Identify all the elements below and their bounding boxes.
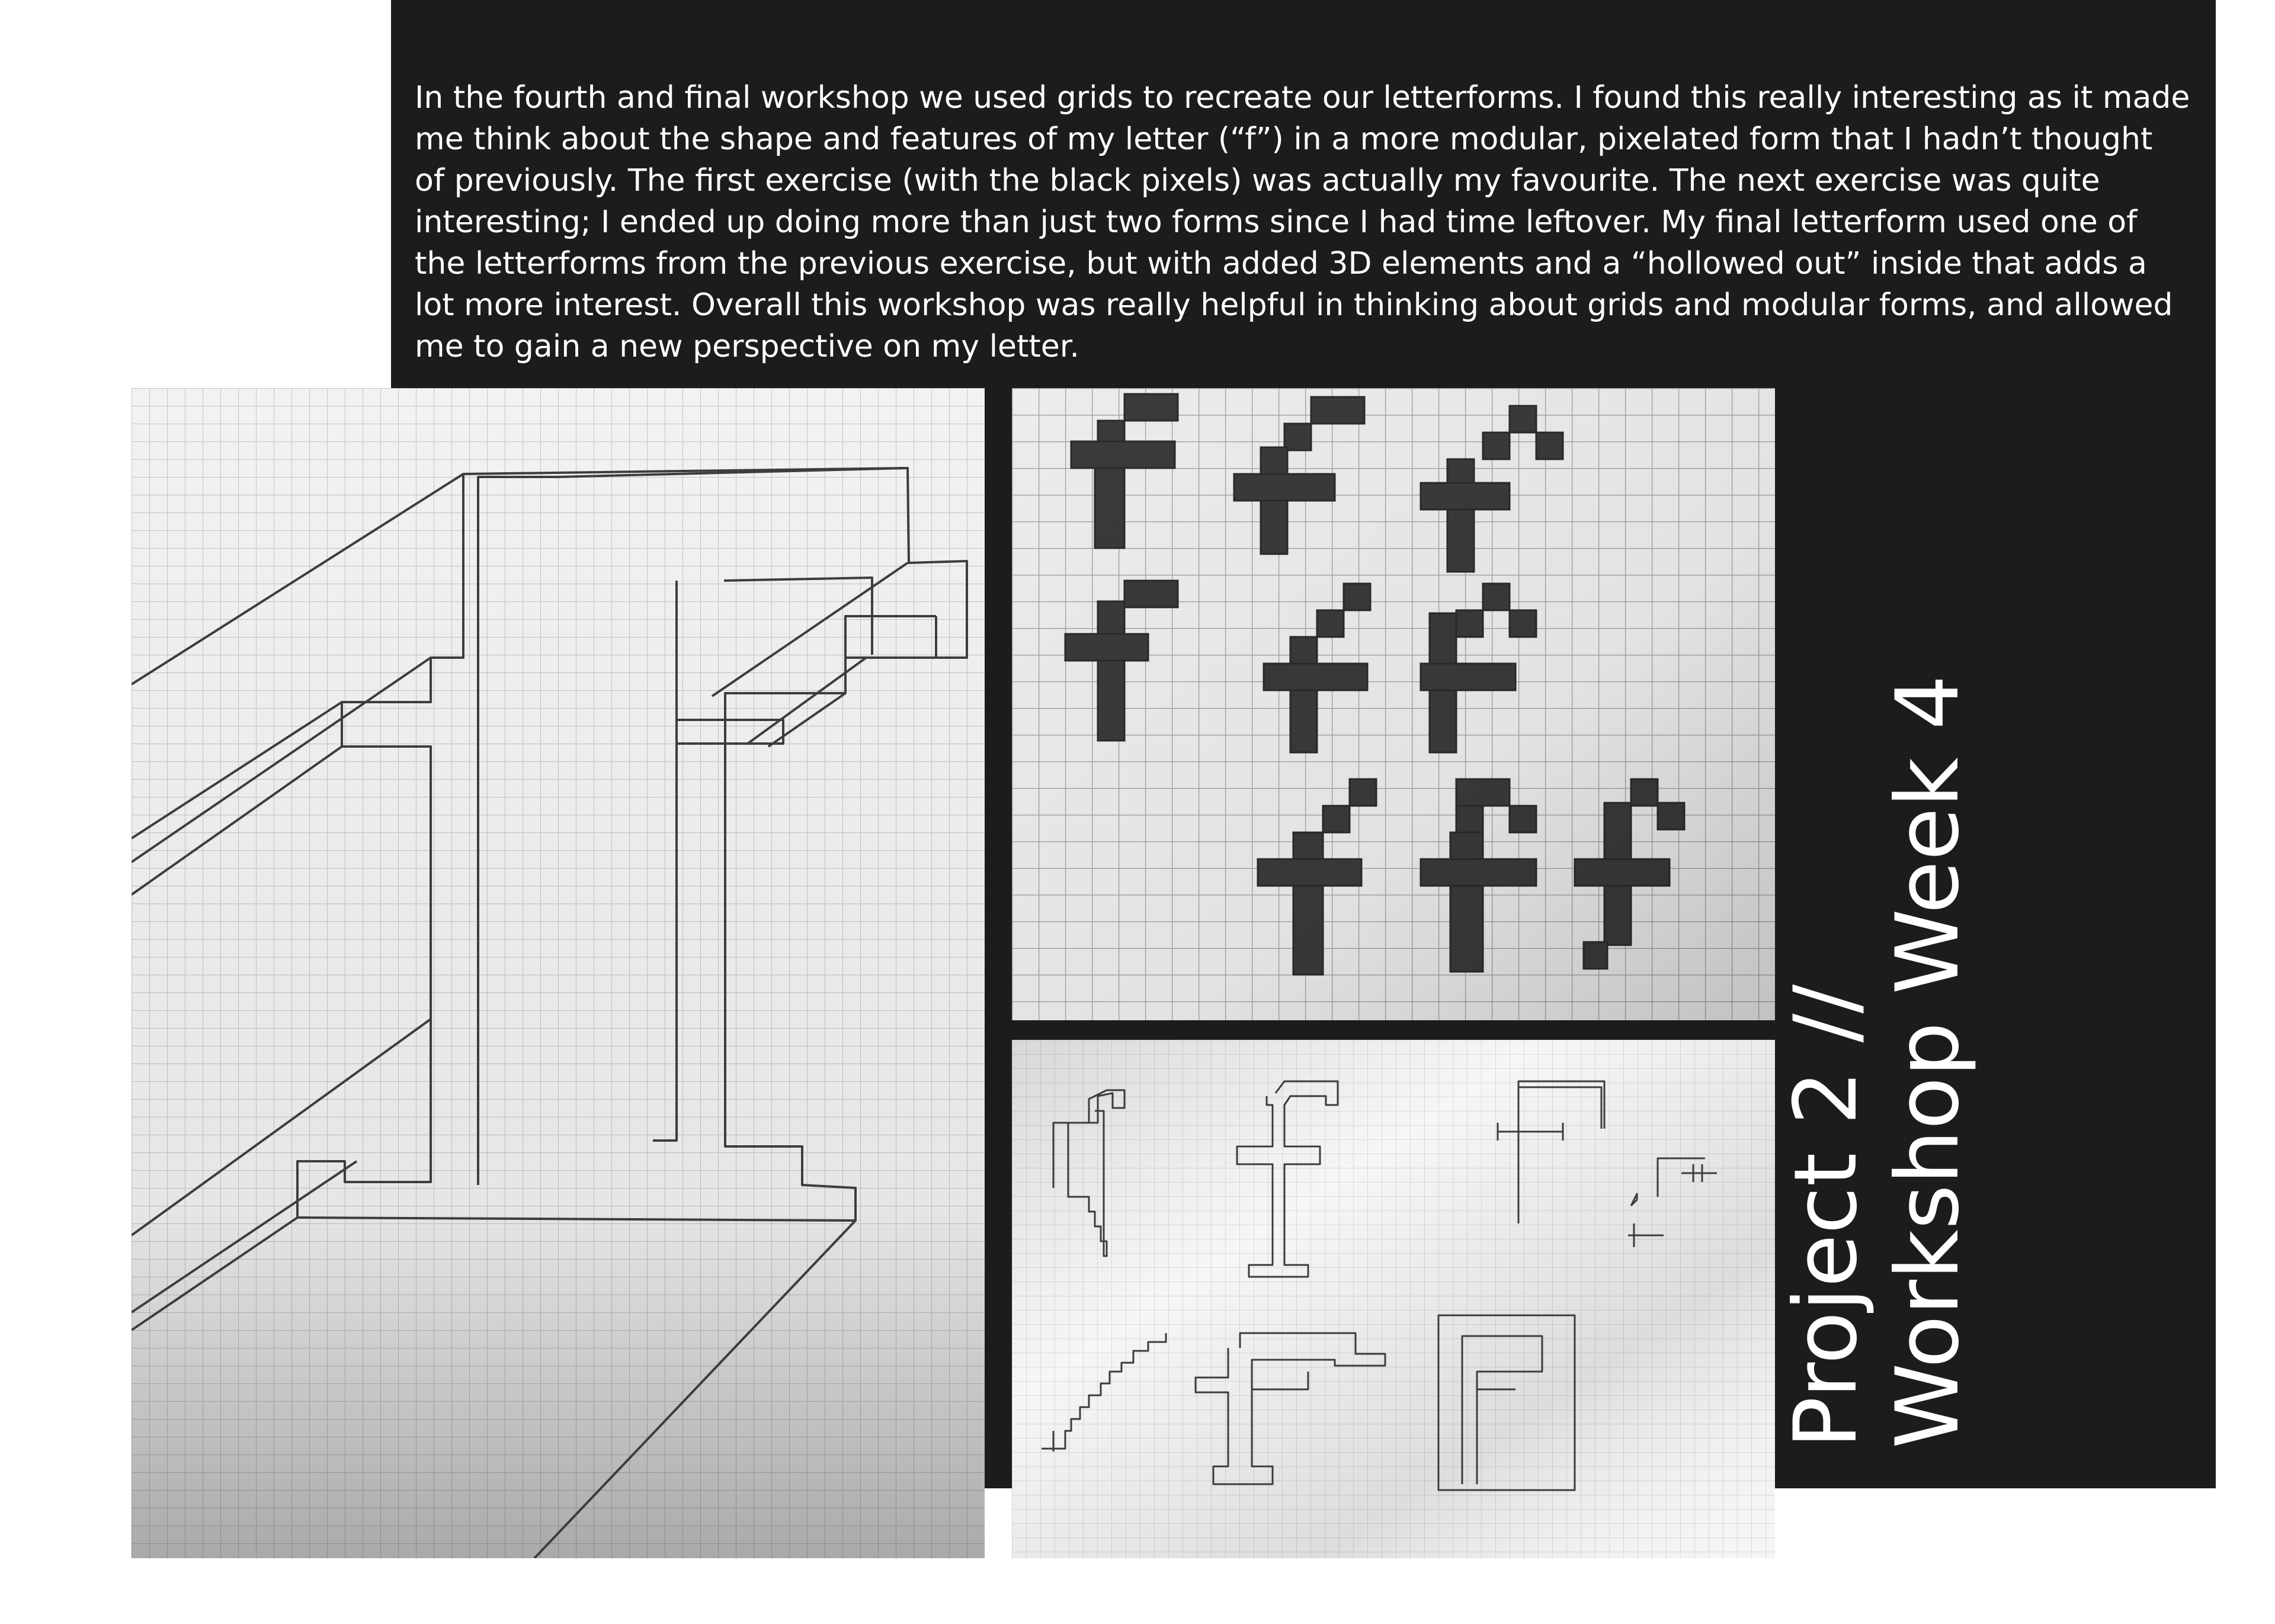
workshop-description: In the fourth and final workshop we used grids to recreate our letterforms. I found this really interesting as it made me think about the shape and features of my letter (“f”) in a more modular, pixelated form that I hadn’t thought of previously. The first exercise (with the black pixels) was actually my favourite. The next exercise was quite interesting; I ended up doing more than just two forms since I had time leftover. My final letterform used one of the letterforms from the previous exercise, but with added 3D elements and a “hollowed out” inside that adds a lot more interest. Overall this workshop was really helpful in thinking about grids and modular forms, and allowed me to gain a new perspective on my letter. bbox=[415, 80, 2190, 364]
photo-pixel-letterforms bbox=[1012, 388, 1775, 1020]
photo-outline-letterforms bbox=[1012, 1040, 1775, 1558]
title-line-workshop: Workshop Week 4 bbox=[1877, 674, 1978, 1449]
vertical-title bbox=[1776, 674, 2204, 1449]
photo-3d-letterform-sketch bbox=[132, 388, 985, 1558]
title-line-project: Project 2 // bbox=[1776, 984, 1876, 1449]
vertical-title-text bbox=[1775, 674, 1979, 1449]
